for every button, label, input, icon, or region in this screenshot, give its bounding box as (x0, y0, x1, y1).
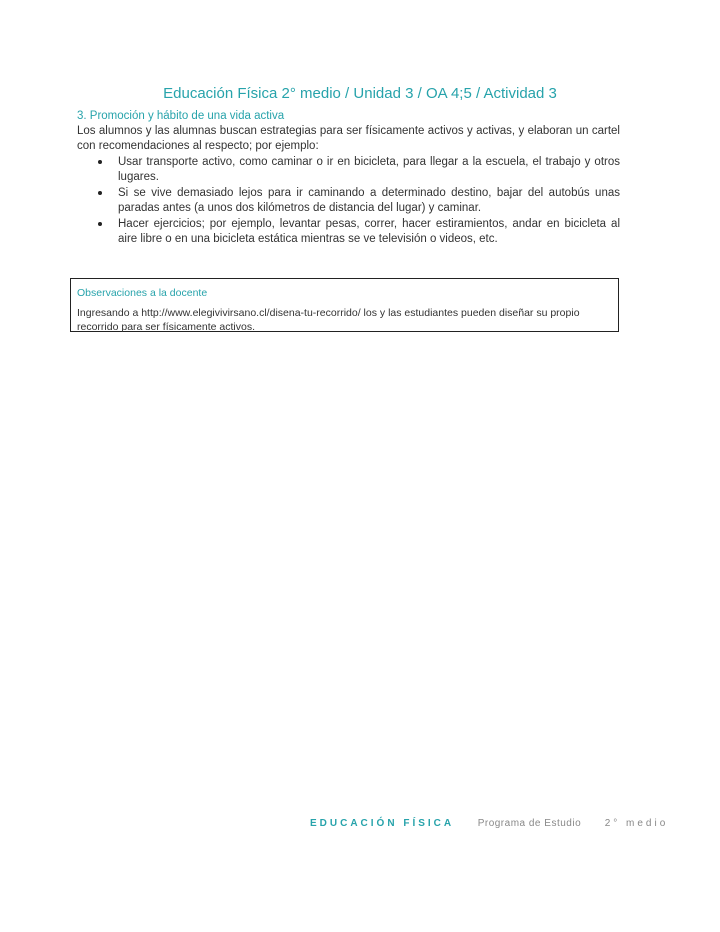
footer-subject: EDUCACIÓN FÍSICA (310, 818, 455, 829)
page-title: Educación Física 2° medio / Unidad 3 / OA 4;5 / Actividad 3 (163, 85, 557, 102)
list-item (77, 186, 620, 216)
bullet-icon (98, 222, 102, 226)
list-item-text: Hacer ejercicios; por ejemplo, levantar pesas, correr, hacer estiramientos, andar en bicicleta al aire libre o en una bicicleta estática mientras se ve televisión o videos, etc. (118, 218, 620, 245)
observations-text: Ingresando a http://www.elegivivirsano.cl/disena-tu-recorrido/ los y las estudiantes pueden diseñar su propio recorrido para ser físicamente activos. (77, 307, 580, 333)
teacher-observations-box (70, 278, 619, 332)
bullet-icon (98, 191, 102, 195)
list-item-text: Usar transporte activo, como caminar o ir en bicicleta, para llegar a la escuela, el trabajo y otros lugares. (118, 156, 620, 183)
list-item (77, 155, 620, 185)
activity-list (77, 155, 620, 248)
observations-title: Observaciones a la docente (77, 287, 208, 299)
page-footer (310, 818, 668, 829)
list-item-text: Si se vive demasiado lejos para ir caminando a determinado destino, bajar del autobús unas paradas antes (a unos dos kilómetros de distancia del lugar) y caminar. (118, 187, 620, 214)
intro-paragraph: Los alumnos y las alumnas buscan estrategias para ser físicamente activos y activas, y elaboran un cartel con recomendaciones al respecto; por ejemplo: (77, 125, 620, 152)
section-heading: 3. Promoción y hábito de una vida activa (77, 110, 285, 122)
bullet-icon (98, 160, 102, 164)
footer-program: Programa de Estudio (477, 818, 582, 829)
list-item (77, 217, 620, 247)
footer-year: 2° medio (604, 818, 669, 829)
